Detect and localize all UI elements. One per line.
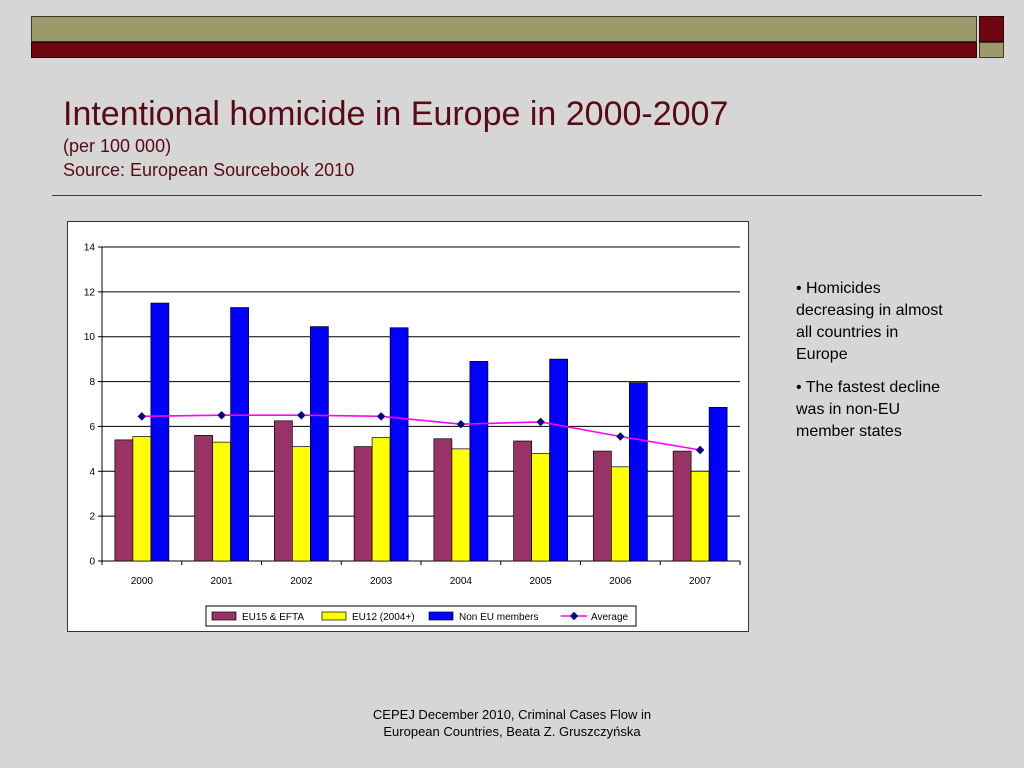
title-block [63, 94, 728, 182]
bar [372, 438, 390, 561]
legend-swatch [322, 612, 346, 620]
x-tick-label: 2003 [370, 576, 393, 587]
header-bar-maroon [31, 42, 977, 58]
legend-label: Non EU members [459, 612, 539, 623]
y-tick-label: 12 [83, 287, 95, 299]
average-marker [138, 412, 146, 420]
y-tick-label: 6 [89, 421, 95, 433]
slide-footer [352, 706, 672, 740]
y-tick-label: 0 [89, 556, 95, 568]
legend-swatch [429, 612, 453, 620]
bar [532, 453, 550, 561]
legend-label: EU15 & EFTA [242, 612, 305, 623]
slide-subtitle-source: Source: European Sourcebook 2010 [63, 160, 355, 180]
average-marker [616, 432, 624, 440]
footer-line-2: European Countries, Beata Z. Gruszczyńska [383, 724, 641, 739]
bar [673, 451, 691, 561]
average-marker [297, 411, 305, 419]
bullet-item-2: • The fastest decline was in non-EU member states [796, 379, 941, 440]
x-tick-label: 2001 [210, 576, 233, 587]
homicide-chart [68, 222, 748, 631]
chart-panel [67, 221, 749, 632]
x-tick-label: 2007 [689, 576, 712, 587]
slide-subtitle-unit: (per 100 000) [63, 136, 172, 156]
bar [593, 451, 611, 561]
legend-label: EU12 (2004+) [352, 612, 415, 623]
average-marker [377, 412, 385, 420]
average-marker [457, 420, 465, 428]
average-marker [536, 418, 544, 426]
bar [151, 303, 169, 561]
bar [434, 439, 452, 561]
header-bar-olive [31, 16, 977, 42]
y-tick-label: 2 [89, 511, 95, 523]
y-tick-label: 14 [83, 242, 95, 254]
y-tick-label: 10 [83, 332, 95, 344]
bullet-item-1: • Homicides decreasing in almost all countries in Europe [796, 280, 943, 363]
x-tick-label: 2002 [290, 576, 313, 587]
bar [470, 361, 488, 561]
footer-line-1: CEPEJ December 2010, Criminal Cases Flow in [372, 707, 652, 722]
average-marker [217, 411, 225, 419]
slide-title: Intentional homicide in Europe in 2000-2007 [63, 95, 729, 133]
bar [115, 440, 133, 561]
y-tick-label: 8 [89, 377, 95, 389]
header-corner-maroon [979, 16, 1004, 42]
legend-swatch [212, 612, 236, 620]
bar [691, 471, 709, 561]
bar [709, 407, 727, 561]
bar [274, 421, 292, 561]
legend-label: Average [591, 612, 629, 623]
bar [550, 359, 568, 561]
x-tick-label: 2005 [529, 576, 552, 587]
title-divider [52, 195, 982, 196]
bar [292, 447, 310, 561]
bar [514, 441, 532, 561]
x-tick-label: 2004 [449, 576, 472, 587]
bar [354, 447, 372, 561]
x-tick-label: 2006 [609, 576, 632, 587]
bar [390, 328, 408, 561]
header-corner-olive [979, 42, 1004, 58]
y-tick-label: 4 [89, 466, 95, 478]
x-tick-label: 2000 [130, 576, 153, 587]
bullet-list [796, 278, 946, 454]
bar [213, 442, 231, 561]
bar [133, 437, 151, 561]
bar [195, 435, 213, 561]
bar [611, 467, 629, 561]
average-marker [696, 446, 704, 454]
bar [231, 308, 249, 561]
bar [310, 327, 328, 561]
bar [629, 383, 647, 561]
bar [452, 449, 470, 561]
